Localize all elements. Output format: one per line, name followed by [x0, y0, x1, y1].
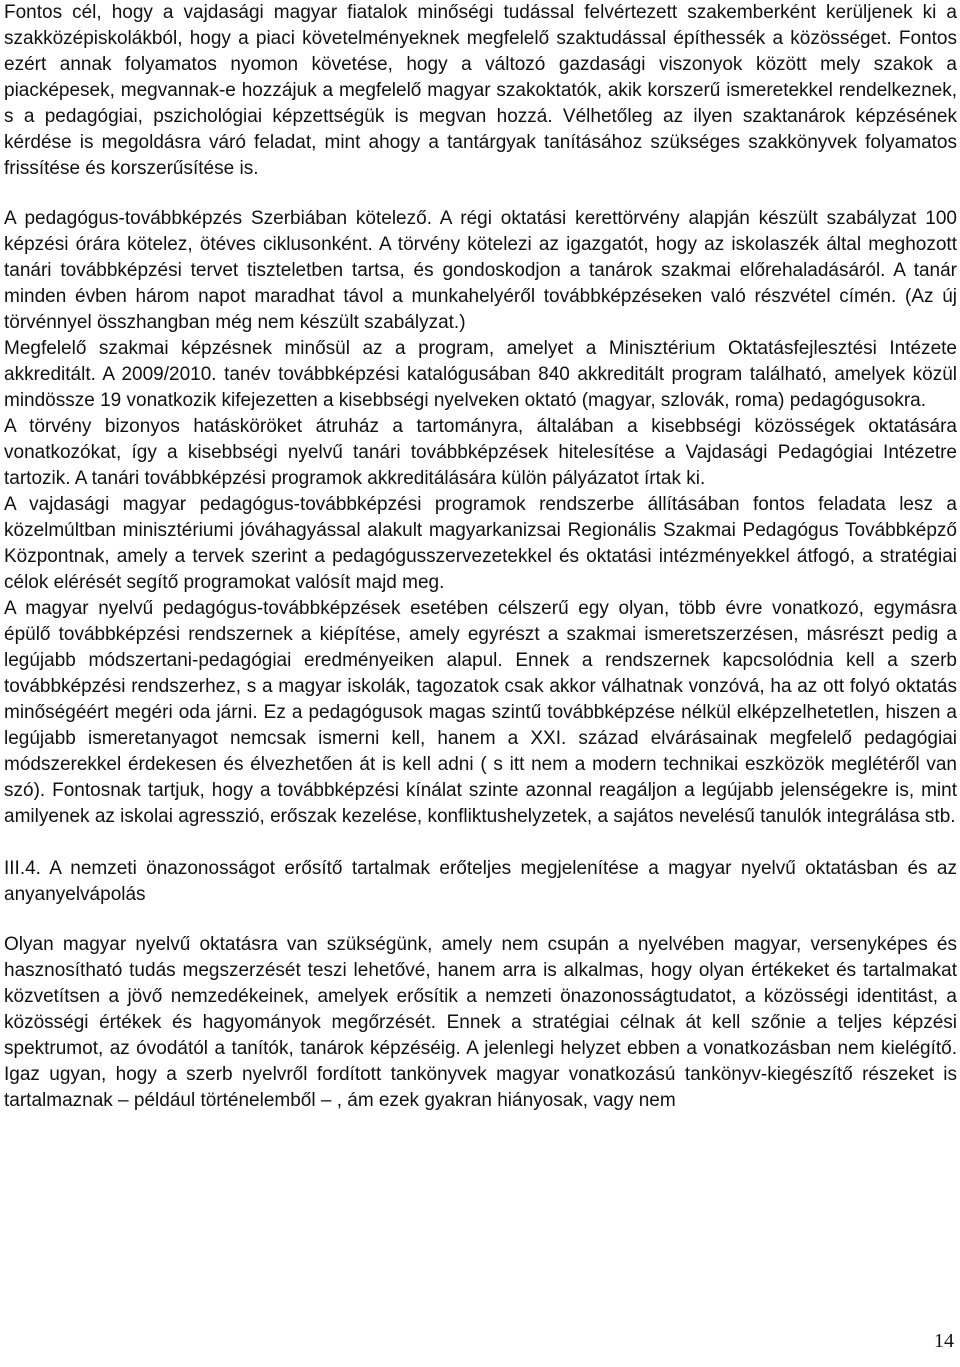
- paragraph-teacher-training-mandatory: A pedagógus-továbbképzés Szerbiában kötelező. A régi oktatási kerettörvény alapján készült szabályzat 100 képzési órára kötelez, ötéves ciklusonként. A törvény kötelezi az igazgatót, hogy az iskolaszék által meghozott tanári továbbképzési tervet tiszteletben tartsa, és gondoskodjon a tanárok szakmai előrehaladásáról. A tanár minden évben három napot maradhat távol a munkahelyéről továbbképzéseken való részvétel címén. (Az új törvénnyel összhangban még nem készült szabályzat.): [4, 208, 957, 333]
- section-heading: III.4. A nemzeti önazonosságot erősítő tartalmak erőteljes megjelenítése a magyar nyelvű oktatásban és az anyanyelvápolás: [4, 858, 957, 905]
- paragraph-accredited-programs: Megfelelő szakmai képzésnek minősül az a program, amelyet a Minisztérium Oktatásfejlesztési Intézete akkreditált. A 2009/2010. tanév továbbképzési katalógusában 840 akkreditált program található, amelyek közül mindössze 19 vonatkozik kifejezetten a kisebbségi nyelveken oktató (magyar, szlovák, roma) pedagógusokra.: [4, 338, 957, 411]
- document-page: [4, 0, 957, 1114]
- paragraph-provincial-authority: A törvény bizonyos hatásköröket átruház a tartományra, általában a kisebbségi közösségek oktatására vonatkozókat, így a kisebbségi nyelvű tanári továbbképzések hitelesítése a Vajdasági Pedagógiai Intézetre tartozik. A tanári továbbképzési programok akkreditálására külön pályázatot írtak ki.: [4, 416, 957, 489]
- paragraph-vocational-goals: Fontos cél, hogy a vajdasági magyar fiatalok minőségi tudással felvértezett szakemberként kerüljenek ki a szakközépiskolákból, hogy a piaci követelményeknek megfelelő szaktudással építhessék a közösséget. Fontos ezért annak folyamatos nyomon követése, hogy a változó gazdasági viszonyok között mely szakok a piacképesek, megvannak-e hozzájuk a megfelelő magyar szakoktatók, akik korszerű ismeretekkel rendelkeznek, s a pedagógiai, pszichológiai képzettségük is megvan hozzá. Vélhetőleg az ilyen szaktanárok képzésének kérdése is megoldásra váró feladat, mint ahogy a tantárgyak tanításához szükséges szakkönyvek folyamatos frissítése és korszerűsítése is.: [4, 2, 957, 179]
- paragraph-training-system: A magyar nyelvű pedagógus-továbbképzések esetében célszerű egy olyan, több évre vonatkozó, egymásra épülő továbbképzési rendszernek a kiépítése, amely egyrészt a szakmai ismeretszerzésen, másrészt pedig a legújabb módszertani-pedagógiai eredményeiken alapul. Ennek a rendszernek kapcsolódnia kell a szerb továbbképzési rendszerhez, s a magyar iskolák, tagozatok csak akkor válhatnak vonzóvá, ha az ott folyó oktatás minőségéért megéri oda járni. Ez a pedagógusok magas szintű továbbképzése nélkül elképzelhetetlen, hiszen a legújabb ismeretanyagot nemcsak ismerni kell, hanem a XXI. század elvárásainak megfelelő pedagógiai módszerekkel érdekesen és élvezhetően át is kell adni ( s itt nem a modern technikai eszközök meglétéről van szó). Fontosnak tartjuk, hogy a továbbképzési kínálat szinte azonnal reagáljon a legújabb jelenségekre is, mint amilyenek az iskolai agresszió, erőszak kezelése, konfliktushelyzetek, a sajátos nevelésű tanulók integrálása stb.: [4, 598, 957, 827]
- paragraph-national-identity: Olyan magyar nyelvű oktatásra van szükségünk, amely nem csupán a nyelvében magyar, versenyképes és hasznosítható tudás megszerzését teszi lehetővé, hanem arra is alkalmas, hogy olyan értékeket és tartalmakat közvetítsen a jövő nemzedékeinek, amelyek erősítik a nemzeti önazonosságtudatot, a közösségi identitást, a közösségi értékek és hagyományok megőrzését. Ennek a stratégiai célnak át kell szőnie a teljes képzési spektrumot, az óvodától a tanítók, tanárok képzéséig. A jelenlegi helyzet ebben a vonatkozásban nem kielégítő. Igaz ugyan, hogy a szerb nyelvről fordított tankönyvek magyar vonatkozású tankönyv-kiegészítő részeket is tartalmaznak – például történelemből – , ám ezek gyakran hiányosak, vagy nem: [4, 934, 957, 1111]
- paragraph-regional-center: A vajdasági magyar pedagógus-továbbképzési programok rendszerbe állításában fontos feladata lesz a közelmúltban minisztériumi jóváhagyással alakult magyarkanizsai Regionális Szakmai Pedagógus Továbbképző Központnak, amely a tervek szerint a pedagógusszervezetekkel és oktatási intézményekkel átfogó, a stratégiai célok elérését segítő programokat valósít majd meg.: [4, 494, 957, 593]
- page-number: 14: [934, 1330, 954, 1352]
